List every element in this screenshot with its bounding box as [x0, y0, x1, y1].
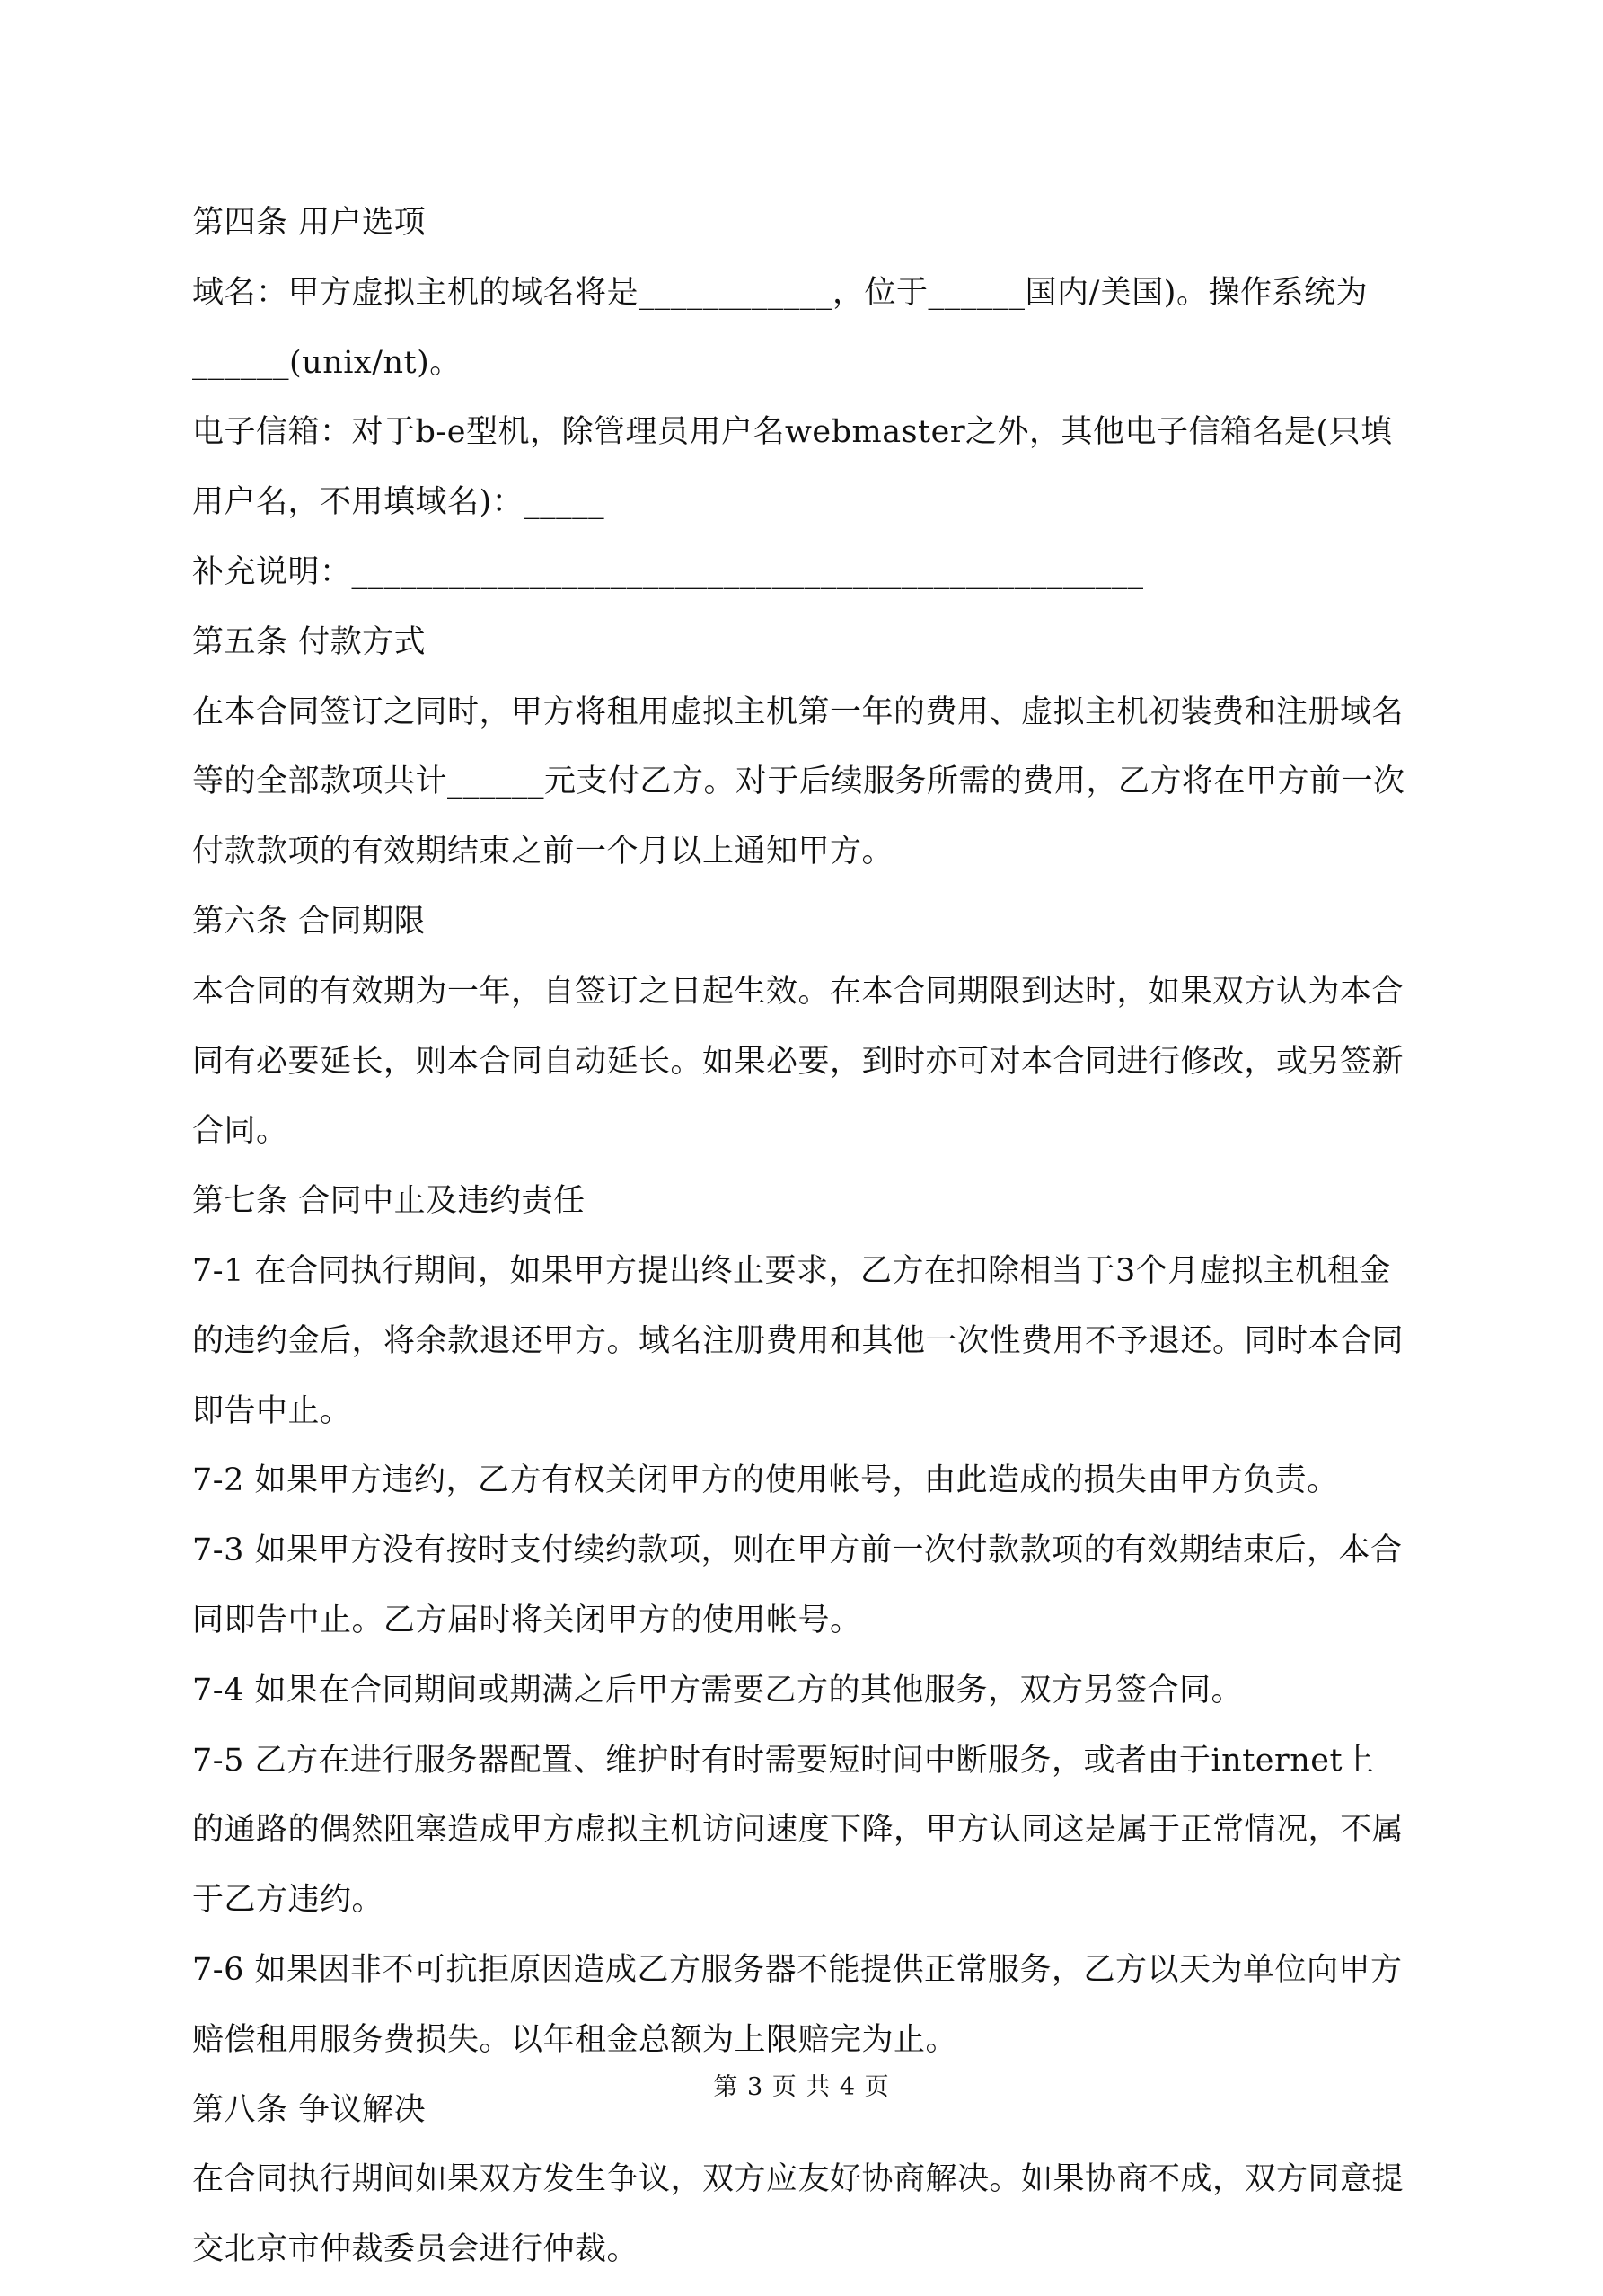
section-heading-article-6: 第六条 合同期限 [192, 903, 427, 940]
paragraph-line: 在本合同签订之同时，甲方将租用虚拟主机第一年的费用、虚拟主机初装费和注册域名 [192, 693, 1405, 730]
paragraph-line: 等的全部款项共计______元支付乙方。对于后续服务所需的费用，乙方将在甲方前一次 [192, 764, 1405, 800]
section-heading-article-4: 第四条 用户选项 [192, 205, 427, 241]
paragraph-line: 本合同的有效期为一年，自签订之日起生效。在本合同期限到达时，如果双方认为本合 [192, 973, 1405, 1010]
paragraph-line: 合同。 [192, 1113, 288, 1150]
paragraph-line: 7-2 如果甲方违约，乙方有权关闭甲方的使用帐号，由此造成的损失由甲方负责。 [192, 1462, 1339, 1499]
paragraph-line: 于乙方违约。 [192, 1882, 384, 1919]
paragraph-line: 7-6 如果因非不可抗拒原因造成乙方服务器不能提供正常服务，乙方以天为单位向甲方 [192, 1951, 1403, 1988]
paragraph-line: 同有必要延长，则本合同自动延长。如果必要，到时亦可对本合同进行修改，或另签新 [192, 1043, 1405, 1080]
paragraph-line: 的通路的偶然阻塞造成甲方虚拟主机访问速度下降，甲方认同这是属于正常情况，不属 [192, 1812, 1405, 1849]
section-heading-article-7: 第七条 合同中止及违约责任 [192, 1183, 586, 1220]
paragraph-line: 付款款项的有效期结束之前一个月以上通知甲方。 [192, 834, 894, 870]
paragraph-line: 域名：甲方虚拟主机的域名将是____________，位于______国内/美国)。操作系统为 [192, 274, 1368, 311]
section-heading-article-8: 第八条 争议解决 [192, 2091, 427, 2128]
paragraph-line: 补充说明：_________________________________________________ [192, 553, 1144, 590]
paragraph-line: 用户名，不用填域名)：_____ [192, 484, 605, 521]
paragraph-line: 7-1 在合同执行期间，如果甲方提出终止要求，乙方在扣除相当于3个月虚拟主机租金 [192, 1252, 1391, 1289]
section-heading-article-5: 第五条 付款方式 [192, 623, 427, 660]
paragraph-line: 交北京市仲裁委员会进行仲裁。 [192, 2231, 639, 2268]
paragraph-line: 电子信箱：对于b-e型机，除管理员用户名webmaster之外，其他电子信箱名是(只填 [192, 414, 1393, 451]
paragraph-line: ______(unix/nt)。 [192, 344, 462, 381]
page-number-footer: 第 3 页 共 4 页 [713, 2073, 890, 2101]
paragraph-line: 7-3 如果甲方没有按时支付续约款项，则在甲方前一次付款款项的有效期结束后，本合 [192, 1532, 1403, 1569]
paragraph-line: 7-5 乙方在进行服务器配置、维护时有时需要短时间中断服务，或者由于internet上 [192, 1742, 1375, 1779]
paragraph-line: 7-4 如果在合同期间或期满之后甲方需要乙方的其他服务，双方另签合同。 [192, 1672, 1243, 1709]
document-body [192, 199, 1422, 2296]
paragraph-line: 在合同执行期间如果双方发生争议，双方应友好协商解决。如果协商不成，双方同意提 [192, 2161, 1405, 2198]
paragraph-line: 即告中止。 [192, 1392, 352, 1429]
paragraph-line: 赔偿租用服务费损失。以年租金总额为上限赔完为止。 [192, 2021, 958, 2058]
paragraph-line: 的违约金后，将余款退还甲方。域名注册费用和其他一次性费用不予退还。同时本合同 [192, 1322, 1405, 1359]
paragraph-line: 同即告中止。乙方届时将关闭甲方的使用帐号。 [192, 1602, 862, 1638]
